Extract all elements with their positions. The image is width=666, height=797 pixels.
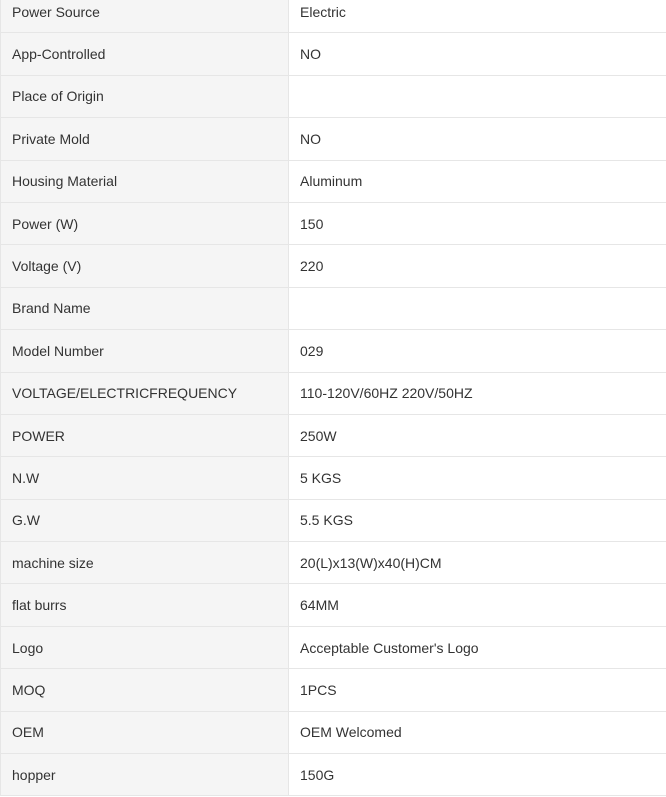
spec-label: N.W: [1, 457, 289, 499]
spec-label: Private Mold: [1, 118, 289, 160]
spec-label: Power Source: [1, 0, 289, 33]
spec-value: 110-120V/60HZ 220V/50HZ: [289, 372, 666, 414]
spec-label: VOLTAGE/ELECTRICFREQUENCY: [1, 372, 289, 414]
spec-row: [1, 202, 666, 244]
spec-value: NO: [289, 118, 666, 160]
spec-value: [289, 75, 666, 117]
spec-row: [1, 330, 666, 372]
spec-value: 150G: [289, 754, 666, 796]
spec-row: [1, 626, 666, 668]
spec-value: 029: [289, 330, 666, 372]
spec-row: [1, 245, 666, 287]
spec-label: Housing Material: [1, 160, 289, 202]
spec-row: [1, 0, 666, 33]
spec-label: POWER: [1, 414, 289, 456]
spec-value: 250W: [289, 414, 666, 456]
spec-value: [289, 287, 666, 329]
spec-value: 220: [289, 245, 666, 287]
spec-label: hopper: [1, 754, 289, 796]
spec-value: Acceptable Customer's Logo: [289, 626, 666, 668]
spec-value: Aluminum: [289, 160, 666, 202]
spec-label: App-Controlled: [1, 33, 289, 75]
spec-label: OEM: [1, 711, 289, 753]
spec-label: G.W: [1, 499, 289, 541]
spec-row: [1, 75, 666, 117]
spec-row: [1, 372, 666, 414]
spec-label: Voltage (V): [1, 245, 289, 287]
spec-row: [1, 457, 666, 499]
spec-row: [1, 414, 666, 456]
spec-value: OEM Welcomed: [289, 711, 666, 753]
spec-row: [1, 584, 666, 626]
spec-label: flat burrs: [1, 584, 289, 626]
spec-label: Power (W): [1, 202, 289, 244]
spec-value: 5 KGS: [289, 457, 666, 499]
spec-row: [1, 33, 666, 75]
spec-table-body: [1, 0, 666, 796]
spec-label: machine size: [1, 542, 289, 584]
spec-row: [1, 499, 666, 541]
spec-label: Logo: [1, 626, 289, 668]
spec-label: Model Number: [1, 330, 289, 372]
spec-row: [1, 669, 666, 711]
spec-value: 150: [289, 202, 666, 244]
spec-row: [1, 754, 666, 796]
spec-label: MOQ: [1, 669, 289, 711]
spec-value: 5.5 KGS: [289, 499, 666, 541]
spec-value: 20(L)x13(W)x40(H)CM: [289, 542, 666, 584]
spec-row: [1, 542, 666, 584]
spec-row: [1, 160, 666, 202]
spec-row: [1, 118, 666, 160]
spec-label: Place of Origin: [1, 75, 289, 117]
spec-value: Electric: [289, 0, 666, 33]
spec-value: NO: [289, 33, 666, 75]
spec-label: Brand Name: [1, 287, 289, 329]
spec-row: [1, 711, 666, 753]
spec-row: [1, 287, 666, 329]
spec-value: 1PCS: [289, 669, 666, 711]
spec-value: 64MM: [289, 584, 666, 626]
